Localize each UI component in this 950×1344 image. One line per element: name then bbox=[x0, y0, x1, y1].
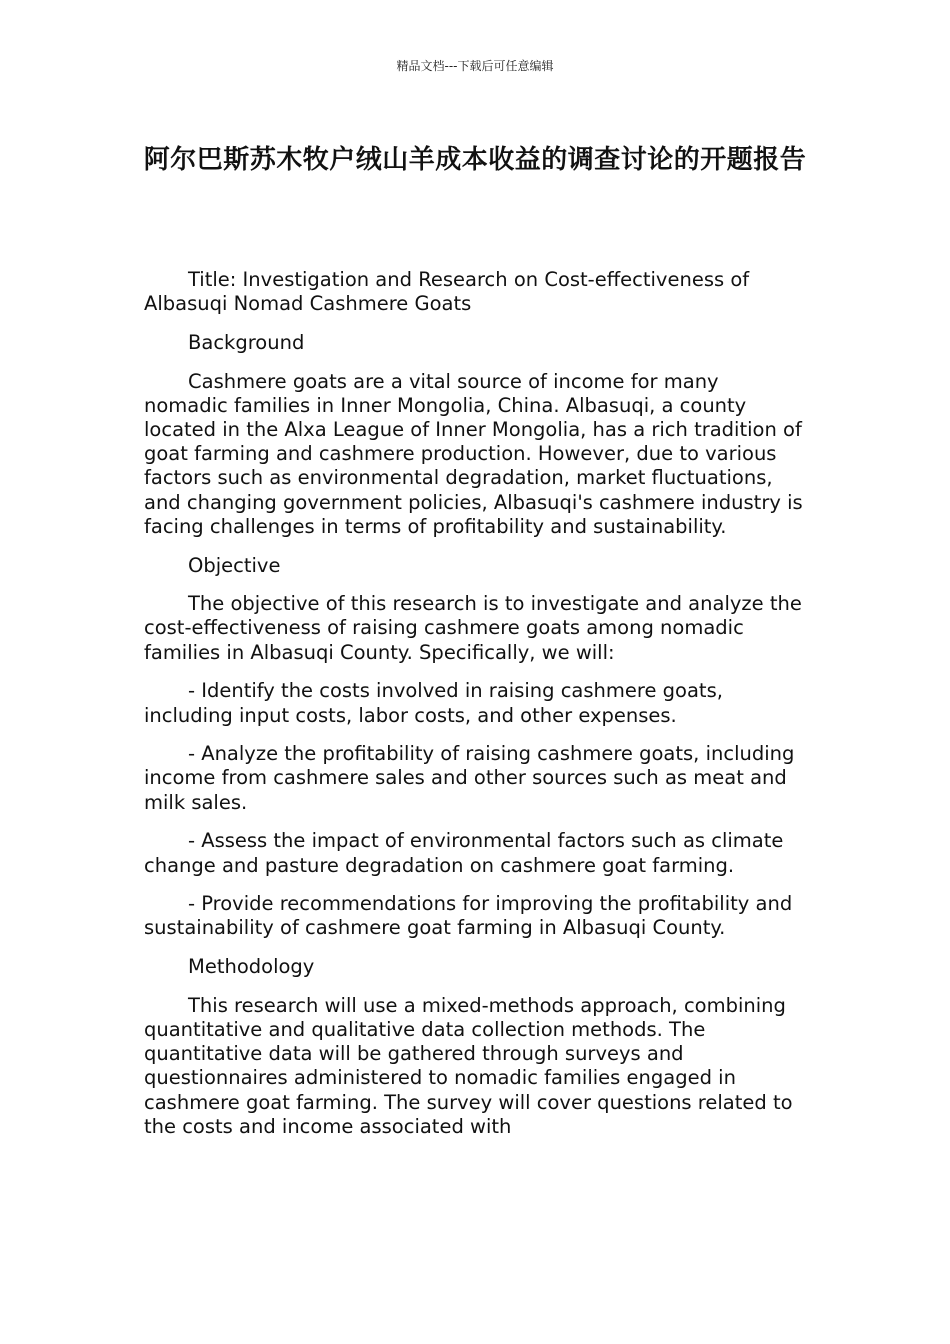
list-item-recommendations: - Provide recommendations for improving the profitability and sustainability of cashmere goat farming in Albasuqi County. bbox=[144, 892, 793, 940]
document-body bbox=[144, 268, 806, 1154]
heading-objective: Objective bbox=[188, 553, 281, 577]
paragraph-methodology: This research will use a mixed-methods approach, combining quantitative and qualitative data collection methods. The quantitative data will be gathered through surveys and questionnaires administered to nomadic families engaged in cashmere goat farming. The survey will cover questions related to the costs and income associated with bbox=[144, 993, 793, 1138]
document-title: 阿尔巴斯苏木牧户绒山羊成本收益的调查讨论的开题报告 bbox=[143, 145, 807, 175]
list-item-environment: - Assess the impact of environmental factors such as climate change and pasture degradation on cashmere goat farming. bbox=[144, 829, 784, 877]
list-item-profitability: - Analyze the profitability of raising cashmere goats, including income from cashmere sales and other sources such as meat and milk sales. bbox=[144, 742, 795, 814]
paragraph-objective: The objective of this research is to investigate and analyze the cost-effectiveness of raising cashmere goats among nomadic families in Albasuqi County. Specifically, we will: bbox=[144, 592, 802, 664]
heading-background: Background bbox=[188, 330, 305, 354]
page-header: 精品文档---下载后可任意编辑 bbox=[396, 59, 554, 73]
paragraph-title-line: Title: Investigation and Research on Cost-effectiveness of Albasuqi Nomad Cashmere Goats bbox=[144, 268, 750, 316]
heading-methodology: Methodology bbox=[188, 955, 315, 979]
list-item-costs: - Identify the costs involved in raising cashmere goats, including input costs, labor costs, and other expenses. bbox=[144, 679, 723, 727]
paragraph-background: Cashmere goats are a vital source of income for many nomadic families in Inner Mongolia, China. Albasuqi, a county located in the Alxa League of Inner Mongolia, has a rich tradition of goat farming and cashmere production. However, due to various factors such as environmental degradation, market fluctuations, and changing government policies, Albasuqi's cashmere industry is facing challenges in terms of profitability and sustainability. bbox=[144, 369, 803, 538]
